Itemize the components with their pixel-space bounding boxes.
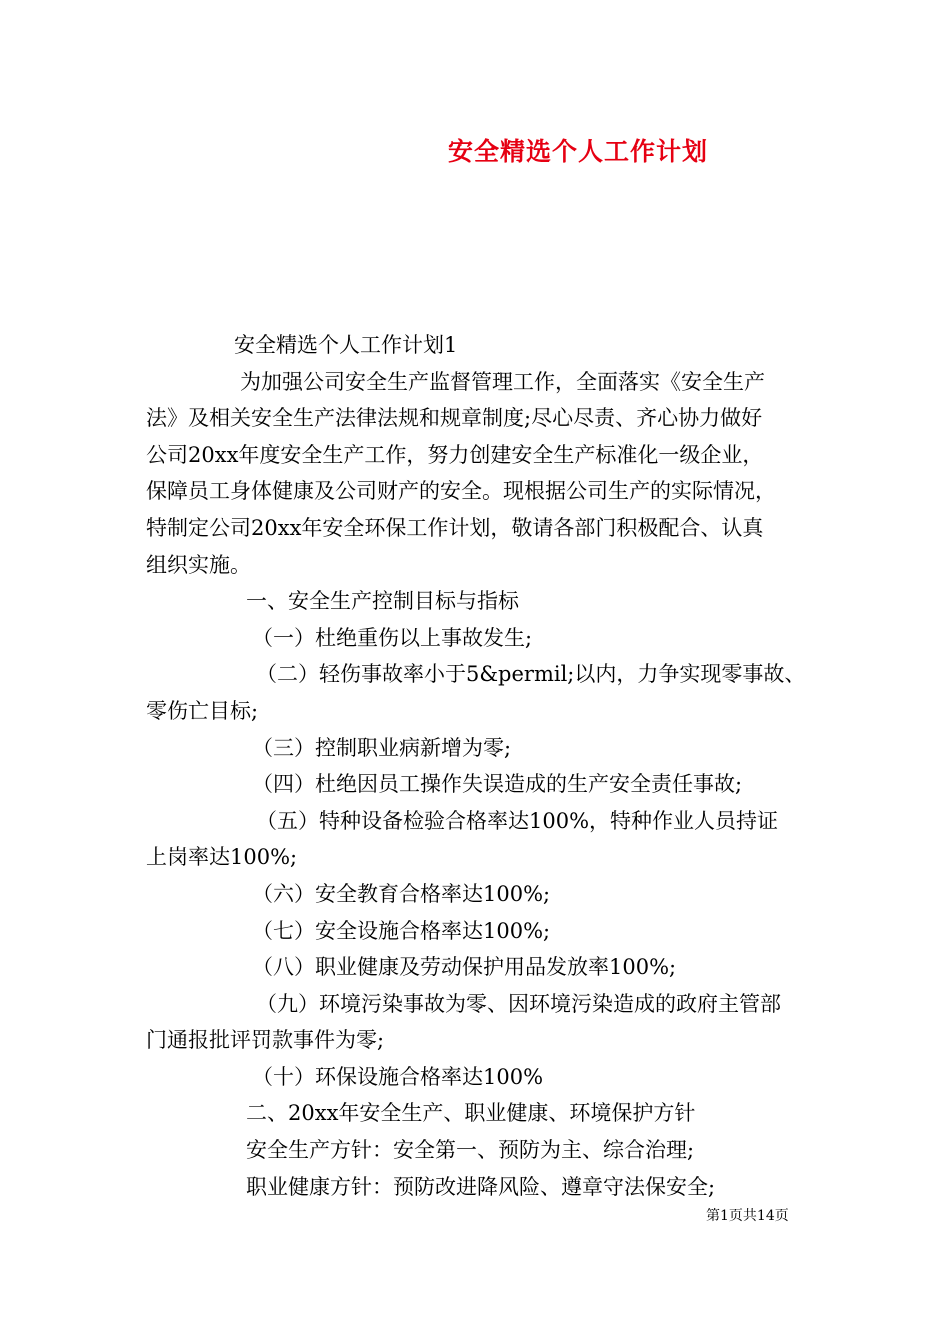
list-item: （二）轻伤事故率小于5&permil;以内，力争实现零事故、 [256,662,806,687]
list-item-continuation: 门通报批评罚款事件为零; [146,1028,385,1053]
page-indicator: 第1页共14页 [706,1208,789,1224]
list-item-continuation: 零伤亡目标; [146,698,259,723]
section-heading: 一、安全生产控制目标与指标 [246,589,519,614]
list-item: （九）环境污染事故为零、因环境污染造成的政府主管部 [256,991,781,1016]
list-item: （十）环保设施合格率达100% [252,1064,544,1089]
paragraph-line: 特制定公司20xx年安全环保工作计划，敬请各部门积极配合、认真 [146,515,764,540]
list-item: （八）职业健康及劳动保护用品发放率100%; [252,955,677,980]
list-item: （五）特种设备检验合格率达100%，特种作业人员持证 [256,808,779,833]
paragraph-line: 为加强公司安全生产监督管理工作，全面落实《安全生产 [240,369,765,394]
document-body [146,327,826,1205]
section-subtitle: 安全精选个人工作计划1 [234,333,458,357]
list-item: （四）杜绝因员工操作失误造成的生产安全责任事故; [252,772,743,797]
section-heading: 二、20xx年安全生产、职业健康、环境保护方针 [246,1101,696,1126]
document-title [300,132,850,168]
list-item: （七）安全设施合格率达100%; [252,918,551,943]
list-item: （六）安全教育合格率达100%; [252,881,551,906]
policy-line: 安全生产方针：安全第一、预防为主、综合治理; [246,1138,695,1163]
list-item: （三）控制职业病新增为零; [252,735,512,760]
document-title-text: 安全精选个人工作计划 [448,137,709,166]
list-item-continuation: 上岗率达100%; [146,845,298,870]
paragraph-line: 公司20xx年度安全生产工作，努力创建安全生产标准化一级企业， [146,442,764,467]
policy-line: 职业健康方针：预防改进降风险、遵章守法保安全; [246,1174,716,1199]
list-item: （一）杜绝重伤以上事故发生; [252,625,533,650]
paragraph-line: 组织实施。 [146,552,251,577]
paragraph-line: 法》及相关安全生产法律法规和规章制度;尽心尽责、齐心协力做好 [146,406,763,431]
paragraph-line: 保障员工身体健康及公司财产的安全。现根据公司生产的实际情况， [146,479,776,504]
